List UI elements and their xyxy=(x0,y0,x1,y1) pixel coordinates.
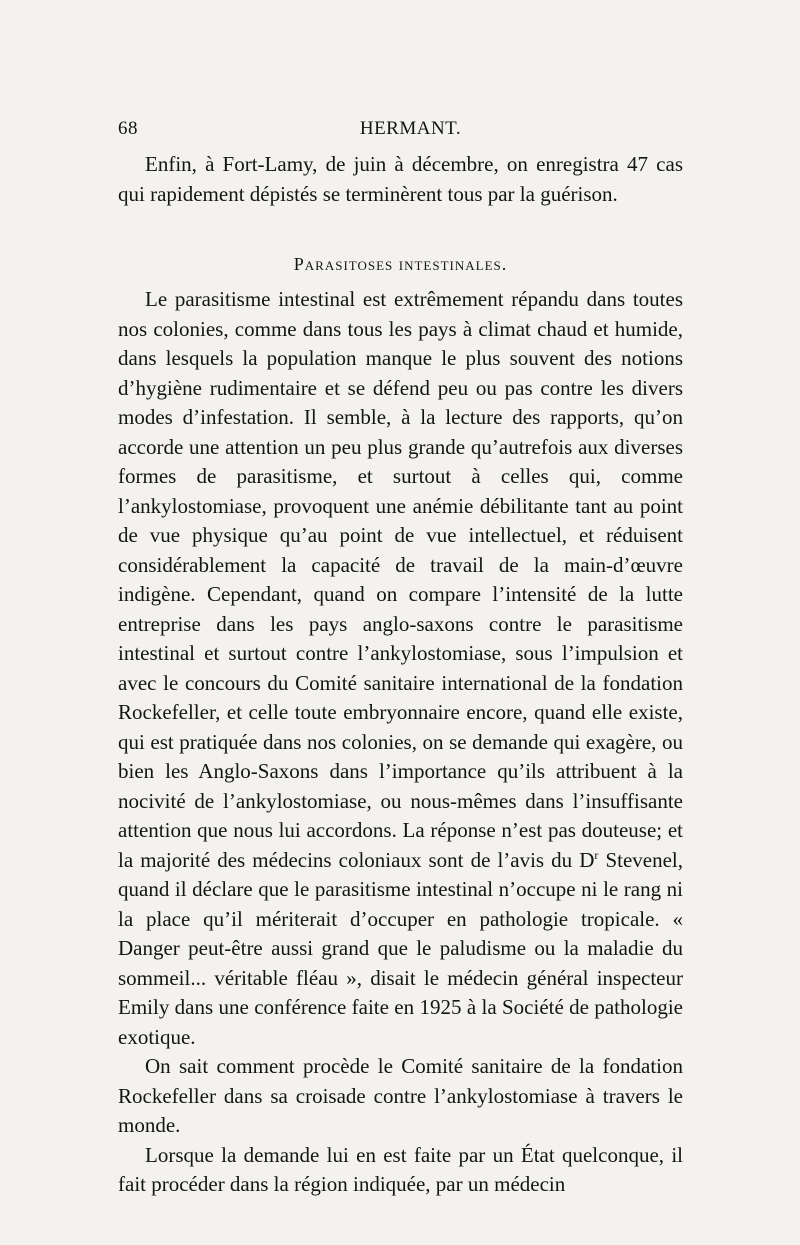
section-heading: Parasitoses intestinales. xyxy=(293,254,508,274)
paragraph-parasitism-part-1: Le parasitisme intestinal est extrêmement répandu dans toutes nos colonies, comme dans tous les pays à climat chaud et humide, dans lesquels la population manque le plus souvent des notions d’hygiène rudimentaire et se défend peu ou pas contre les divers modes d’infestation. Il semble, à la lecture des rapports, qu’on accorde une attention un peu plus grande qu’autrefois aux diverses formes de parasitisme, et surtout à celles qui, comme l’ankylostomiase, provoquent une anémie débilitante tant au point de vue physique qu’au point de vue intellectuel, et réduisent considérablement la capacité de travail de la main-d’œuvre indigène. Cependant, quand on compare l’intensité de la lutte entreprise dans les pays anglo-saxons contre le parasitisme intestinal et surtout contre l’ankylostomiase, sous l’impulsion et avec le concours du Comité sanitaire international de la fondation Rockefeller, et celle toute embryonnaire encore, quand elle existe, qui est pratiquée dans nos colonies, on se demande qui exagère, ou bien les Anglo-Saxons dans l’importance qu’ils attribuent à la nocivité de l’ankylostomiase, ou nous-mêmes dans l’insuffisante attention que nous lui accordons. La réponse n’est pas douteuse; et la majorité des médecins coloniaux sont de l’avis du D xyxy=(118,287,683,872)
paragraph-procedure: Lorsque la demande lui en est faite par un État quelconque, il fait procéder dans la région indiquée, par un médecin xyxy=(118,1142,683,1196)
running-head xyxy=(118,118,683,146)
doctor-abbreviation-superscript: r xyxy=(594,847,599,862)
page-number: 68 xyxy=(118,118,138,139)
paragraph-rockefeller: On sait comment procède le Comité sanitaire de la fondation Rockefeller dans sa croisade contre l’ankylostomiase à travers le monde. xyxy=(118,1054,683,1137)
paragraph-parasitism-part-2: Stevenel, quand il déclare que le parasitisme intestinal n’occupe ni le rang ni la place qu’il mériterait d’occuper en pathologie tropicale. « Danger peut-être aussi grand que le paludisme ou la maladie du sommeil... véritable fléau », disait le médecin général inspecteur Emily dans une conférence faite en 1925 à la Société de pathologie exotique. xyxy=(118,847,684,1049)
intro-text xyxy=(118,150,683,209)
running-title: HERMANT. xyxy=(359,118,462,139)
paragraph-parasitism xyxy=(118,285,683,1052)
intro-paragraph: Enfin, à Fort-Lamy, de juin à décembre, on enregistra 47 cas qui rapidement dépistés se terminèrent tous par la guérison. xyxy=(118,152,683,206)
section-body xyxy=(118,285,683,1200)
